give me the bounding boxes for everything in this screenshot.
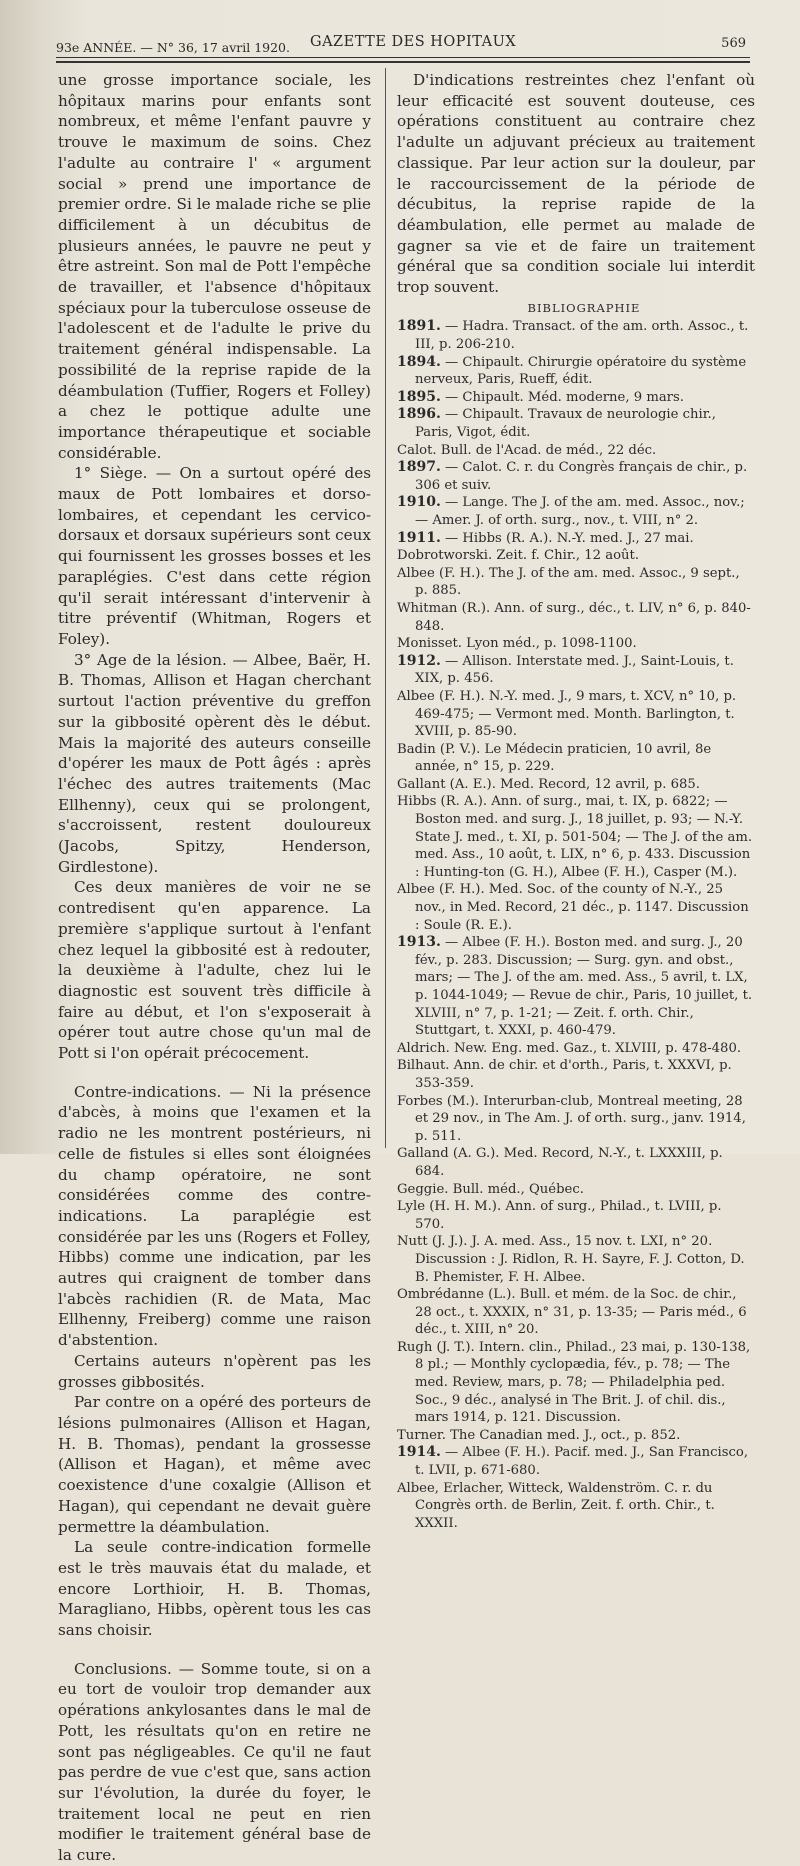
bibliography-text: — Calot. C. r. du Congrès français de chir., p. 306 et suiv. xyxy=(415,460,748,493)
bibliography-entry xyxy=(397,1093,755,1146)
paragraph: La seule contre-indication formelle est le très mauvais état du malade, et encore Lorthioir, H. B. Thomas, Maragliano, Hibbs, opèrent tous les cas sans choisir. xyxy=(58,1538,371,1640)
journal-title: GAZETTE DES HOPITAUX xyxy=(310,34,517,50)
bibliography-text: — Lange. The J. of the am. med. Assoc., nov.; — Amer. J. of orth. surg., nov., t. VIII, n° 2. xyxy=(415,495,745,528)
bibliography-text: Turner. The Canadian med. J., oct., p. 852. xyxy=(397,1427,681,1443)
bibliography-year: 1912. xyxy=(397,652,441,669)
bibliography-entry xyxy=(397,318,755,353)
paragraph: Certains auteurs n'opèrent pas les grosses gibbosités. xyxy=(58,1351,371,1391)
bibliography-title: BIBLIOGRAPHIE xyxy=(527,300,641,315)
bibliography-year: 1895. xyxy=(397,388,441,405)
bibliography-entry xyxy=(397,547,755,565)
paragraph: D'indications restreintes chez l'enfant où leur efficacité est souvent douteuse, ces opérations constituent au contraire chez l'adulte un adjuvant précieux au traitement classique. Par leur action sur la douleur, par le raccourcissement de la période de décubitus, la reprise rapide de la déambulation, elle permet au malade de gagner sa vie et de faire un traitement général que sa condition sociale lui interdit trop souvent. xyxy=(397,71,755,297)
bibliography-entry xyxy=(397,776,755,794)
bibliography-entry xyxy=(397,635,755,653)
bibliography-entry xyxy=(397,494,755,529)
bibliography-entry xyxy=(397,1040,755,1058)
bibliography-text: — Albee (F. H.). Boston med. and surg. J., 20 fév., p. 283. Discussion; — Surg. gyn. and obst., mars; — The J. of the am. med. Ass., 5 avril, t. LX, p. 1044-1049; — Revue de chir., Paris, 10 juillet, t. XLVIII, n° 7, p. 1-21; — Zeit. f. orth. Chir., Stuttgart, t. XXXI, p. 460-479. xyxy=(415,935,753,1039)
bibliography-year: 1914. xyxy=(397,1444,441,1461)
bibliography-entry xyxy=(397,1339,755,1427)
column-divider xyxy=(385,68,386,1148)
bibliography-entry xyxy=(397,1427,755,1445)
issue-info: 93e ANNÉE. — N° 36, 17 avril 1920. xyxy=(56,40,290,55)
bibliography-entry xyxy=(397,1145,755,1180)
bibliography-year: 1911. xyxy=(397,529,441,546)
bibliography-entry xyxy=(397,1181,755,1199)
bibliography-text: Rugh (J. T.). Intern. clin., Philad., 23 mai, p. 130-138, 8 pl.; — Monthly cyclopædia, fév., p. 78; — The med. Review, mars, p. 78; — Philadelphia ped. Soc., 9 déc., analysé in The Brit. J. of chil. dis., mars 1914, p. 121. Discussion. xyxy=(397,1339,751,1426)
bibliography-entry xyxy=(397,688,755,741)
bibliography-text: Albee, Erlacher, Witteck, Waldenström. C. r. du Congrès orth. de Berlin, Zeit. f. orth. Chir., t. XXXII. xyxy=(397,1480,715,1531)
bibliography-year: 1891. xyxy=(397,318,441,335)
bibliography-entry xyxy=(397,793,755,881)
bibliography-entry xyxy=(397,934,755,1040)
bibliography-entry xyxy=(397,741,755,776)
bibliography-text: Calot. Bull. de l'Acad. de méd., 22 déc. xyxy=(397,442,657,458)
bibliography-text: — Hadra. Transact. of the am. orth. Assoc., t. III, p. 206-210. xyxy=(415,319,749,353)
paragraph: Contre-indications. — Ni la présence d'abcès, à moins que l'examen et la radio ne les montrent postérieurs, ni celle de fistules si elles sont éloignées du champ opératoire, ne sont considérées comme des contre-indications. La paraplégie est considérée par les uns (Rogers et Folley, Hibbs) comme une indication, par les autres qui craignent de tomber dans l'abcès rachidien (R. de Mata, Mac Ellhenny, Freiberg) comme une raison d'abstention. xyxy=(58,1082,371,1350)
bibliography-entry xyxy=(397,1444,755,1479)
bibliography-year: 1894. xyxy=(397,353,441,370)
running-header xyxy=(56,30,750,56)
bibliography-entry xyxy=(397,406,755,441)
bibliography-text: Nutt (J. J.). J. A. med. Ass., 15 nov. t. LXI, n° 20. Discussion : J. Ridlon, R. H. Sayre, F. J. Cotton, D. B. Phemister, F. H. Albee. xyxy=(397,1234,745,1285)
bibliography-text: — Hibbs (R. A.). N.-Y. med. J., 27 mai. xyxy=(445,530,694,546)
paragraph: 1° Siège. — On a surtout opéré des maux de Pott lombaires et dorso-lombaires, et cependant les cervico-dorsaux et dorsaux supérieurs sont ceux qui fournissent les grosses bosses et les paraplégies. C'est dans cette région qu'il serait intéressant d'intervenir à titre préventif (Whitman, Rogers et Foley). xyxy=(58,464,371,648)
bibliography-entry xyxy=(397,1057,755,1092)
bibliography-text: Whitman (R.). Ann. of surg., déc., t. LIV, n° 6, p. 840-848. xyxy=(397,600,751,634)
paragraph: 3° Age de la lésion. — Albee, Baër, H. B. Thomas, Allison et Hagan cherchant surtout l'action préventive du greffon sur la gibbosité opèrent dès le début. Mais la majorité des auteurs conseille d'opérer les maux de Pott âgés : après l'échec des autres traitements (Mac Ellhenny), ceux qui se prolongent, s'accroissent, restent douloureux (Jacobs, Spitzy, Henderson, Girdlestone). xyxy=(58,650,371,876)
bibliography-text: Galland (A. G.). Med. Record, N.-Y., t. LXXXIII, p. 684. xyxy=(397,1146,723,1179)
bibliography-entry xyxy=(397,1480,755,1533)
bibliography-text: — Chipault. Travaux de neurologie chir., Paris, Vigot, édit. xyxy=(415,407,716,440)
bibliography-text: Forbes (M.). Interurban-club, Montreal meeting, 28 et 29 nov., in The Am. J. of orth. surg., janv. 1914, p. 511. xyxy=(397,1093,746,1144)
paragraph: Conclusions. — Somme toute, si on a eu tort de vouloir trop demander aux opérations ankylosantes dans le mal de Pott, les résultats qu'on en retire ne sont pas négligeables. Ce qu'il ne faut pas perdre de vue c'est que, sans action sur l'évolution, la durée du foyer, le traitement local ne peut en rien modifier le traitement général base de la cure. xyxy=(58,1659,371,1865)
paragraph: Ces deux manières de voir ne se contredisent qu'en apparence. La première s'applique surtout à l'enfant chez lequel la gibbosité est à redouter, la deuxième à l'adulte, chez lui le diagnostic est souvent très difficile à faire au début, et l'on s'exposerait à opérer tout autre chose qu'un mal de Pott si l'on opérait précocement. xyxy=(58,878,371,1063)
bibliography-text: — Allison. Interstate med. J., Saint-Louis, t. XIX, p. 456. xyxy=(415,653,734,687)
bibliography-text: Albee (F. H.). N.-Y. med. J., 9 mars, t. XCV, n° 10, p. 469-475; — Vermont med. Month. Barlington, t. XVIII, p. 85-90. xyxy=(397,688,737,740)
page-number: 569 xyxy=(721,36,746,51)
left-column xyxy=(58,70,371,1866)
header-rule-double xyxy=(56,61,750,63)
bibliography-text: — Albee (F. H.). Pacif. med. J., San Francisco, t. LVII, p. 671-680. xyxy=(415,1445,749,1479)
bibliography-entry xyxy=(397,1233,755,1286)
bibliography-entry xyxy=(397,459,755,494)
bibliography-text: Aldrich. New. Eng. med. Gaz., t. XLVIII, p. 478-480. xyxy=(397,1040,742,1056)
bibliography-text: Gallant (A. E.). Med. Record, 12 avril, p. 685. xyxy=(397,776,700,792)
bibliography-text: Monisset. Lyon méd., p. 1098-1100. xyxy=(397,636,637,652)
paragraph: une grosse importance sociale, les hôpitaux marins pour enfants sont nombreux, et même l'enfant pauvre y trouve le maximum de soins. Chez l'adulte au contraire l' « argument social » prend une importance de premier ordre. Si le malade riche se plie difficilement à un décubitus de plusieurs années, le pauvre ne peut y être astreint. Son mal de Pott l'empêche de travailler, et l'absence d'hôpitaux spéciaux pour la tuberculose osseuse de l'adolescent et de l'adulte le prive du traitement général indispensable. La possibilité de la reprise rapide de la déambulation (Tuffier, Rogers et Folley) a chez le pottique adulte une importance thérapeutique et sociable considérable. xyxy=(58,71,371,462)
bibliography-entry xyxy=(397,354,755,389)
bibliography-text: — Chipault. Méd. moderne, 9 mars. xyxy=(445,389,684,405)
bibliography-list xyxy=(397,318,755,1532)
bibliography-entry xyxy=(397,1286,755,1339)
bibliography-text: Badin (P. V.). Le Médecin praticien, 10 avril, 8e année, n° 15, p. 229. xyxy=(397,741,712,775)
bibliography-text: Bilhaut. Ann. de chir. et d'orth., Paris, t. XXXVI, p. 353-359. xyxy=(397,1058,732,1091)
bibliography-entry xyxy=(397,600,755,635)
bibliography-entry xyxy=(397,653,755,688)
bibliography-text: Ombrédanne (L.). Bull. et mém. de la Soc. de chir., 28 oct., t. XXXIX, n° 31, p. 13-35; — Paris méd., 6 déc., t. XIII, n° 20. xyxy=(397,1287,747,1338)
paragraph: Par contre on a opéré des porteurs de lésions pulmonaires (Allison et Hagan, H. B. Thomas), pendant la grossesse (Allison et Hagan), et même avec coexistence d'une coxalgie (Allison et Hagan), qui cependant ne devait guère permettre la déambulation. xyxy=(58,1393,371,1536)
header-rule xyxy=(56,57,750,58)
bibliography-year: 1913. xyxy=(397,934,441,951)
bibliography-text: Albee (F. H.). Med. Soc. of the county of N.-Y., 25 nov., in Med. Record, 21 déc., p. 1147. Discussion : Soule (R. E.). xyxy=(397,882,749,933)
bibliography-text: — Chipault. Chirurgie opératoire du système nerveux, Paris, Rueff, édit. xyxy=(415,354,747,388)
bibliography-year: 1910. xyxy=(397,494,441,511)
bibliography-entry xyxy=(397,565,755,600)
bibliography-entry xyxy=(397,1198,755,1233)
bibliography-text: Lyle (H. H. M.). Ann. of surg., Philad., t. LVIII, p. 570. xyxy=(397,1199,722,1232)
bibliography-text: Dobrotworski. Zeit. f. Chir., 12 août. xyxy=(397,548,640,564)
right-column xyxy=(397,70,755,1532)
bibliography-year: 1897. xyxy=(397,459,441,476)
bibliography-text: Albee (F. H.). The J. of the am. med. Assoc., 9 sept., p. 885. xyxy=(397,565,740,599)
bibliography-text: Hibbs (R. A.). Ann. of surg., mai, t. IX, p. 6822; — Boston med. and surg. J., 18 juillet, p. 93; — N.-Y. State J. med., t. XI, p. 501-504; — The J. of the am. med. Ass., 10 août, t. LIX, n° 6, p. 433. Discussion : Hunting-ton (G. H.), Albee (F. H.), Casper (M.). xyxy=(397,794,753,880)
bibliography-entry xyxy=(397,881,755,934)
bibliography-entry xyxy=(397,530,755,548)
bibliography-entry xyxy=(397,442,755,460)
bibliography-year: 1896. xyxy=(397,406,441,423)
bibliography-entry xyxy=(397,389,755,407)
bibliography-text: Geggie. Bull. méd., Québec. xyxy=(397,1181,584,1197)
